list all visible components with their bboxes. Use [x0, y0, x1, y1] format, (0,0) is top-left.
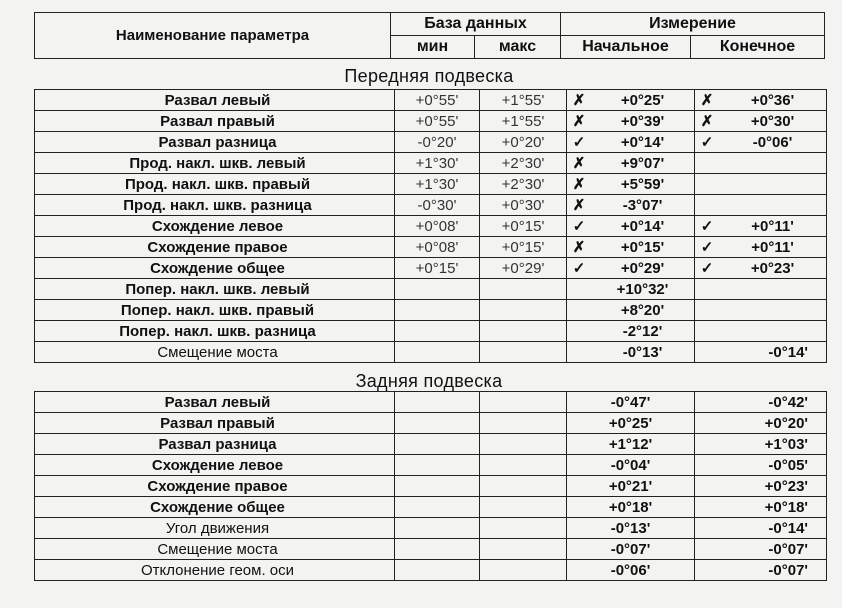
- status-mark-icon: ✓: [700, 260, 714, 277]
- table-row: [35, 518, 827, 539]
- db-min-value: +1°30': [395, 153, 480, 174]
- initial-cell: [567, 237, 695, 258]
- final-cell: [695, 216, 827, 237]
- parameter-name: Попер. накл. шкв. левый: [35, 279, 395, 300]
- initial-cell: [567, 455, 695, 476]
- db-max-value: [480, 434, 567, 455]
- status-mark-icon: ✗: [700, 113, 714, 130]
- final-value: -0°06': [752, 133, 793, 151]
- db-min-value: +1°30': [395, 174, 480, 195]
- final-cell: [695, 258, 827, 279]
- initial-cell: [567, 216, 695, 237]
- status-mark-icon: ✓: [700, 239, 714, 256]
- final-cell: [695, 539, 827, 560]
- db-max-value: [480, 497, 567, 518]
- db-min-value: [395, 434, 480, 455]
- db-max-value: +2°30': [480, 153, 567, 174]
- db-max-value: [480, 342, 567, 363]
- table-row: [35, 497, 827, 518]
- initial-value: +10°32': [616, 280, 669, 298]
- parameter-name: Прод. накл. шкв. разница: [35, 195, 395, 216]
- db-max-value: [480, 321, 567, 342]
- final-cell: [695, 476, 827, 497]
- initial-value: +0°14': [620, 217, 665, 235]
- measurement-header: Измерение: [561, 13, 825, 36]
- db-max-value: +1°55': [480, 111, 567, 132]
- final-cell: [695, 237, 827, 258]
- db-max-value: +1°55': [480, 90, 567, 111]
- table-row: [35, 560, 827, 581]
- parameter-name: Угол движения: [35, 518, 395, 539]
- table-row: [35, 258, 827, 279]
- db-min-value: [395, 300, 480, 321]
- parameter-name: Развал правый: [35, 413, 395, 434]
- table-row: [35, 392, 827, 413]
- db-min-value: [395, 518, 480, 539]
- initial-header: Начальное: [561, 36, 691, 59]
- status-mark-icon: ✓: [572, 260, 586, 277]
- db-min-value: +0°55': [395, 90, 480, 111]
- table-row: [35, 300, 827, 321]
- db-min-value: [395, 392, 480, 413]
- front-suspension-table: [34, 89, 827, 363]
- status-mark-icon: ✓: [572, 218, 586, 235]
- parameter-name: Схождение общее: [35, 497, 395, 518]
- parameter-name: Прод. накл. шкв. левый: [35, 153, 395, 174]
- db-max-value: [480, 300, 567, 321]
- final-cell: [695, 153, 827, 174]
- table-row: [35, 342, 827, 363]
- initial-value: +0°15': [620, 238, 665, 256]
- db-max-value: +0°29': [480, 258, 567, 279]
- final-value: +0°18': [764, 498, 808, 516]
- status-mark-icon: ✗: [700, 92, 714, 109]
- db-min-value: [395, 539, 480, 560]
- initial-cell: [567, 90, 695, 111]
- min-header: мин: [391, 36, 475, 59]
- initial-value: -0°47': [610, 393, 651, 411]
- table-row: [35, 455, 827, 476]
- initial-value: -0°04': [610, 456, 651, 474]
- table-row: [35, 476, 827, 497]
- final-cell: [695, 497, 827, 518]
- initial-cell: [567, 560, 695, 581]
- param-column-header: Наименование параметра: [35, 13, 391, 59]
- table-row: [35, 321, 827, 342]
- parameter-name: Прод. накл. шкв. правый: [35, 174, 395, 195]
- front-suspension-title: Передняя подвеска: [344, 66, 514, 86]
- initial-cell: [567, 279, 695, 300]
- status-mark-icon: ✗: [572, 92, 586, 109]
- status-mark-icon: ✗: [572, 113, 586, 130]
- final-cell: [695, 279, 827, 300]
- parameter-name: Схождение левое: [35, 216, 395, 237]
- initial-value: -0°06': [610, 561, 651, 579]
- table-row: [35, 413, 827, 434]
- initial-cell: [567, 111, 695, 132]
- table-row: [35, 111, 827, 132]
- db-max-value: +0°15': [480, 237, 567, 258]
- status-mark-icon: ✗: [572, 197, 586, 214]
- db-max-value: +2°30': [480, 174, 567, 195]
- initial-value: +0°25': [620, 91, 665, 109]
- table-row: [35, 174, 827, 195]
- initial-cell: [567, 300, 695, 321]
- final-value: +0°23': [750, 259, 795, 277]
- db-min-value: [395, 413, 480, 434]
- initial-value: +0°14': [620, 133, 665, 151]
- final-value: +0°36': [750, 91, 795, 109]
- db-max-value: +0°30': [480, 195, 567, 216]
- table-row: [35, 279, 827, 300]
- initial-value: +0°29': [620, 259, 665, 277]
- db-max-value: [480, 413, 567, 434]
- table-row: [35, 195, 827, 216]
- db-max-value: [480, 455, 567, 476]
- final-cell: [695, 455, 827, 476]
- final-value: +0°11': [751, 217, 794, 235]
- initial-value: -0°13': [622, 343, 663, 361]
- db-min-value: [395, 321, 480, 342]
- final-cell: [695, 90, 827, 111]
- database-header: База данных: [391, 13, 561, 36]
- table-row: [35, 216, 827, 237]
- final-cell: [695, 434, 827, 455]
- db-min-value: +0°08': [395, 216, 480, 237]
- db-max-value: [480, 560, 567, 581]
- parameter-name: Отклонение геом. оси: [35, 560, 395, 581]
- final-cell: [695, 413, 827, 434]
- parameter-name: Смещение моста: [35, 539, 395, 560]
- final-value: -0°05': [768, 456, 808, 474]
- table-row: [35, 90, 827, 111]
- initial-value: -0°13': [610, 519, 651, 537]
- db-min-value: -0°20': [395, 132, 480, 153]
- final-value: +0°11': [751, 238, 794, 256]
- final-cell: [695, 342, 827, 363]
- initial-value: -2°12': [622, 322, 663, 340]
- final-cell: [695, 195, 827, 216]
- parameter-name: Попер. накл. шкв. разница: [35, 321, 395, 342]
- final-value: -0°07': [768, 540, 808, 558]
- parameter-name: Схождение левое: [35, 455, 395, 476]
- parameter-name: Схождение правое: [35, 476, 395, 497]
- final-cell: [695, 560, 827, 581]
- table-row: [35, 153, 827, 174]
- final-value: -0°14': [768, 519, 808, 537]
- parameter-name: Смещение моста: [35, 342, 395, 363]
- db-min-value: [395, 560, 480, 581]
- parameter-name: Развал разница: [35, 132, 395, 153]
- final-cell: [695, 111, 827, 132]
- db-min-value: [395, 342, 480, 363]
- final-value: +0°30': [750, 112, 795, 130]
- initial-cell: [567, 413, 695, 434]
- final-cell: [695, 321, 827, 342]
- final-cell: [695, 300, 827, 321]
- initial-value: +8°20': [620, 301, 665, 319]
- db-min-value: +0°15': [395, 258, 480, 279]
- final-value: -0°42': [768, 393, 808, 411]
- final-header: Конечное: [691, 36, 825, 59]
- final-cell: [695, 132, 827, 153]
- initial-cell: [567, 434, 695, 455]
- initial-value: +0°25': [608, 414, 653, 432]
- initial-cell: [567, 153, 695, 174]
- final-cell: [695, 174, 827, 195]
- initial-value: -3°07': [622, 196, 663, 214]
- db-max-value: [480, 539, 567, 560]
- rear-suspension-title: Задняя подвеска: [355, 371, 503, 391]
- final-cell: [695, 518, 827, 539]
- status-mark-icon: ✗: [572, 155, 586, 172]
- parameter-name: Развал левый: [35, 90, 395, 111]
- initial-value: +5°59': [620, 175, 665, 193]
- db-max-value: [480, 476, 567, 497]
- final-value: +0°20': [764, 414, 808, 432]
- table-row: [35, 434, 827, 455]
- final-value: -0°07': [768, 561, 808, 579]
- db-max-value: [480, 279, 567, 300]
- db-min-value: [395, 455, 480, 476]
- initial-cell: [567, 258, 695, 279]
- status-mark-icon: ✓: [700, 218, 714, 235]
- db-min-value: [395, 279, 480, 300]
- db-min-value: [395, 497, 480, 518]
- db-max-value: +0°15': [480, 216, 567, 237]
- initial-value: +0°39': [620, 112, 665, 130]
- initial-value: +9°07': [620, 154, 665, 172]
- initial-cell: [567, 321, 695, 342]
- status-mark-icon: ✓: [700, 134, 714, 151]
- db-max-value: [480, 392, 567, 413]
- initial-cell: [567, 539, 695, 560]
- final-cell: [695, 392, 827, 413]
- initial-cell: [567, 342, 695, 363]
- table-row: [35, 237, 827, 258]
- status-mark-icon: ✓: [572, 134, 586, 151]
- parameter-name: Попер. накл. шкв. правый: [35, 300, 395, 321]
- header-table: [34, 12, 825, 59]
- db-max-value: +0°20': [480, 132, 567, 153]
- final-value: -0°14': [768, 343, 808, 361]
- table-row: [35, 132, 827, 153]
- status-mark-icon: ✗: [572, 239, 586, 256]
- initial-value: -0°07': [610, 540, 651, 558]
- db-min-value: -0°30': [395, 195, 480, 216]
- initial-value: +1°12': [608, 435, 653, 453]
- max-header: макс: [475, 36, 561, 59]
- initial-cell: [567, 174, 695, 195]
- parameter-name: Развал правый: [35, 111, 395, 132]
- initial-cell: [567, 195, 695, 216]
- parameter-name: Развал левый: [35, 392, 395, 413]
- initial-cell: [567, 392, 695, 413]
- parameter-name: Развал разница: [35, 434, 395, 455]
- initial-cell: [567, 497, 695, 518]
- db-min-value: +0°08': [395, 237, 480, 258]
- initial-cell: [567, 518, 695, 539]
- initial-value: +0°18': [608, 498, 653, 516]
- db-min-value: [395, 476, 480, 497]
- initial-value: +0°21': [608, 477, 653, 495]
- db-min-value: +0°55': [395, 111, 480, 132]
- status-mark-icon: ✗: [572, 176, 586, 193]
- table-row: [35, 539, 827, 560]
- db-max-value: [480, 518, 567, 539]
- final-value: +1°03': [764, 435, 808, 453]
- initial-cell: [567, 132, 695, 153]
- rear-suspension-table: [34, 391, 827, 581]
- parameter-name: Схождение общее: [35, 258, 395, 279]
- parameter-name: Схождение правое: [35, 237, 395, 258]
- initial-cell: [567, 476, 695, 497]
- final-value: +0°23': [764, 477, 808, 495]
